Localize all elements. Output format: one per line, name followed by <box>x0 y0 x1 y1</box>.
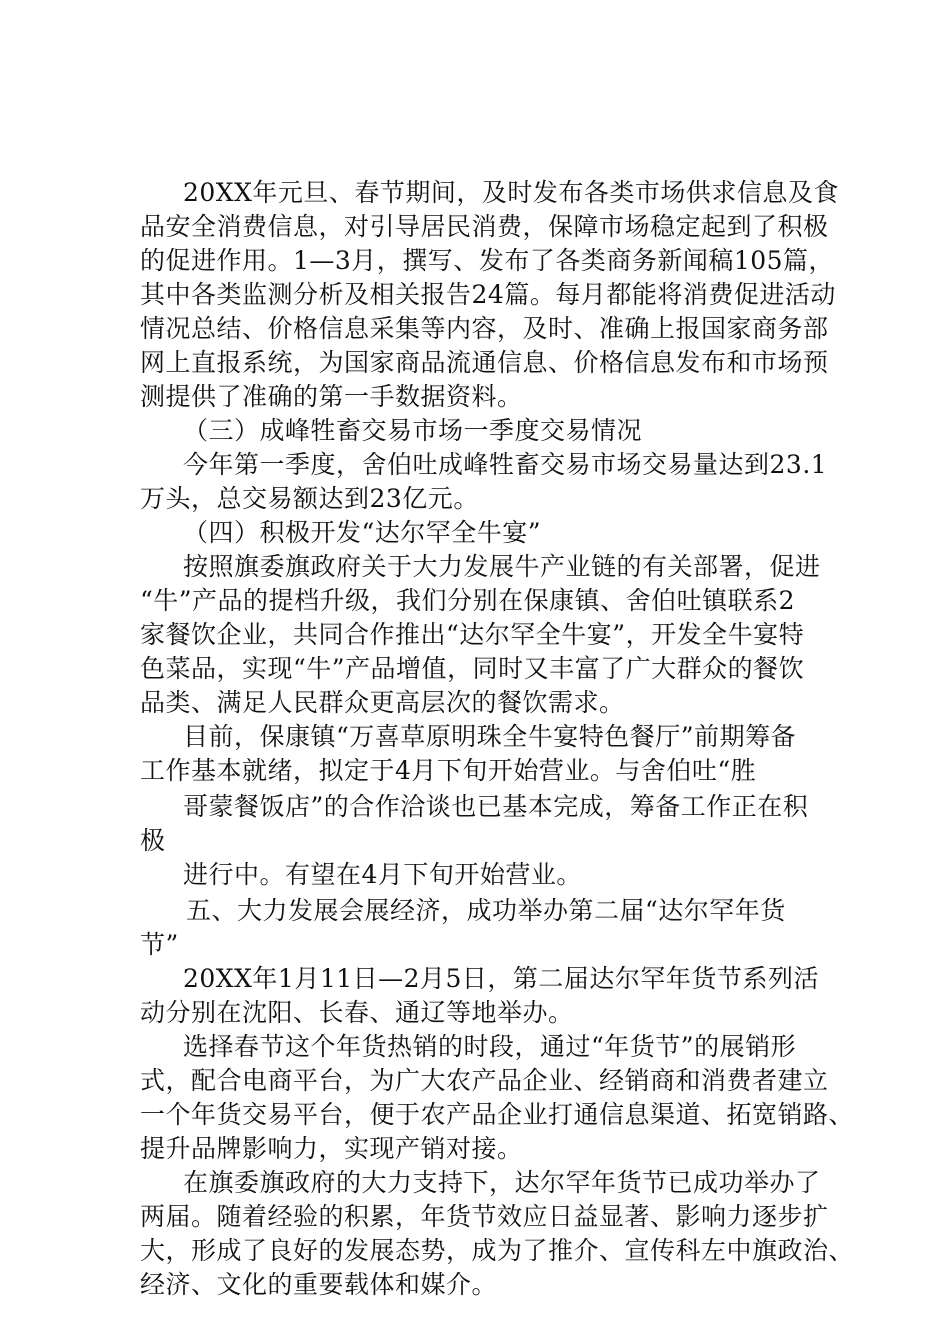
paragraph-line: 按照旗委旗政府关于大力发展牛产业链的有关部署，促进 <box>183 552 821 581</box>
paragraph-line: 品类、满足人民群众更高层次的餐饮需求。 <box>140 688 625 717</box>
paragraph-line: 今年第一季度，舍伯吐成峰牲畜交易市场交易量达到23.1 <box>183 450 828 479</box>
paragraph-line: 情况总结、价格信息采集等内容，及时、准确上报国家商务部 <box>140 314 829 343</box>
paragraph-line: 动分别在沈阳、长春、通辽等地举办。 <box>140 998 574 1027</box>
paragraph-line: 的促进作用。1—3月，撰写、发布了各类商务新闻稿105篇， <box>140 246 835 275</box>
paragraph-line: 工作基本就绪，拟定于4月下旬开始营业。与舍伯吐“胜 <box>140 756 757 785</box>
paragraph-line: 20XX年元旦、春节期间，及时发布各类市场供求信息及食 <box>183 178 839 207</box>
paragraph-line: 哥蒙餐饭店”的合作洽谈也已基本完成，筹备工作正在积 <box>183 792 809 821</box>
paragraph-line: “牛”产品的提档升级，我们分别在保康镇、舍伯吐镇联系2 <box>140 586 795 615</box>
paragraph-line: 提升品牌影响力，实现产销对接。 <box>140 1134 523 1163</box>
paragraph-line: 选择春节这个年货热销的时段，通过“年货节”的展销形 <box>183 1032 797 1061</box>
paragraph-line: 大，形成了良好的发展态势，成为了推介、宣传科左中旗政治、 <box>140 1236 855 1265</box>
paragraph-line: 进行中。有望在4月下旬开始营业。 <box>183 860 582 889</box>
paragraph-line: 色菜品，实现“牛”产品增值，同时又丰富了广大群众的餐饮 <box>140 654 805 683</box>
paragraph-line: 20XX年1月11日—2月5日，第二届达尔罕年货节系列活 <box>183 964 819 993</box>
paragraph-line: 家餐饮企业，共同合作推出“达尔罕全牛宴”，开发全牛宴特 <box>140 620 805 649</box>
paragraph-line: 测提供了准确的第一手数据资料。 <box>140 382 523 411</box>
paragraph-line: 极 <box>140 826 166 855</box>
paragraph-line: 品安全消费信息，对引导居民消费，保障市场稳定起到了积极 <box>140 212 829 241</box>
section-heading: （三）成峰牲畜交易市场一季度交易情况 <box>183 416 643 445</box>
paragraph-line: 一个年货交易平台，便于农产品企业打通信息渠道、拓宽销路、 <box>140 1100 855 1129</box>
section-heading: 五、大力发展会展经济，成功举办第二届“达尔罕年货 <box>186 896 786 925</box>
paragraph-line: 目前，保康镇“万喜草原明珠全牛宴特色餐厅”前期筹备 <box>183 722 797 751</box>
paragraph-line: 式，配合电商平台，为广大农产品企业、经销商和消费者建立 <box>140 1066 829 1095</box>
section-heading: 节” <box>140 930 179 959</box>
section-heading: （四）积极开发“达尔罕全牛宴” <box>183 518 542 547</box>
paragraph-line: 万头，总交易额达到23亿元。 <box>140 484 479 513</box>
paragraph-line: 两届。随着经验的积累，年货节效应日益显著、影响力逐步扩 <box>140 1202 829 1231</box>
paragraph-line: 其中各类监测分析及相关报告24篇。每月都能将消费促进活动 <box>140 280 836 309</box>
paragraph-line: 在旗委旗政府的大力支持下，达尔罕年货节已成功举办了 <box>183 1168 821 1197</box>
paragraph-line: 经济、文化的重要载体和媒介。 <box>140 1270 498 1299</box>
paragraph-line: 网上直报系统，为国家商品流通信息、价格信息发布和市场预 <box>140 348 829 377</box>
